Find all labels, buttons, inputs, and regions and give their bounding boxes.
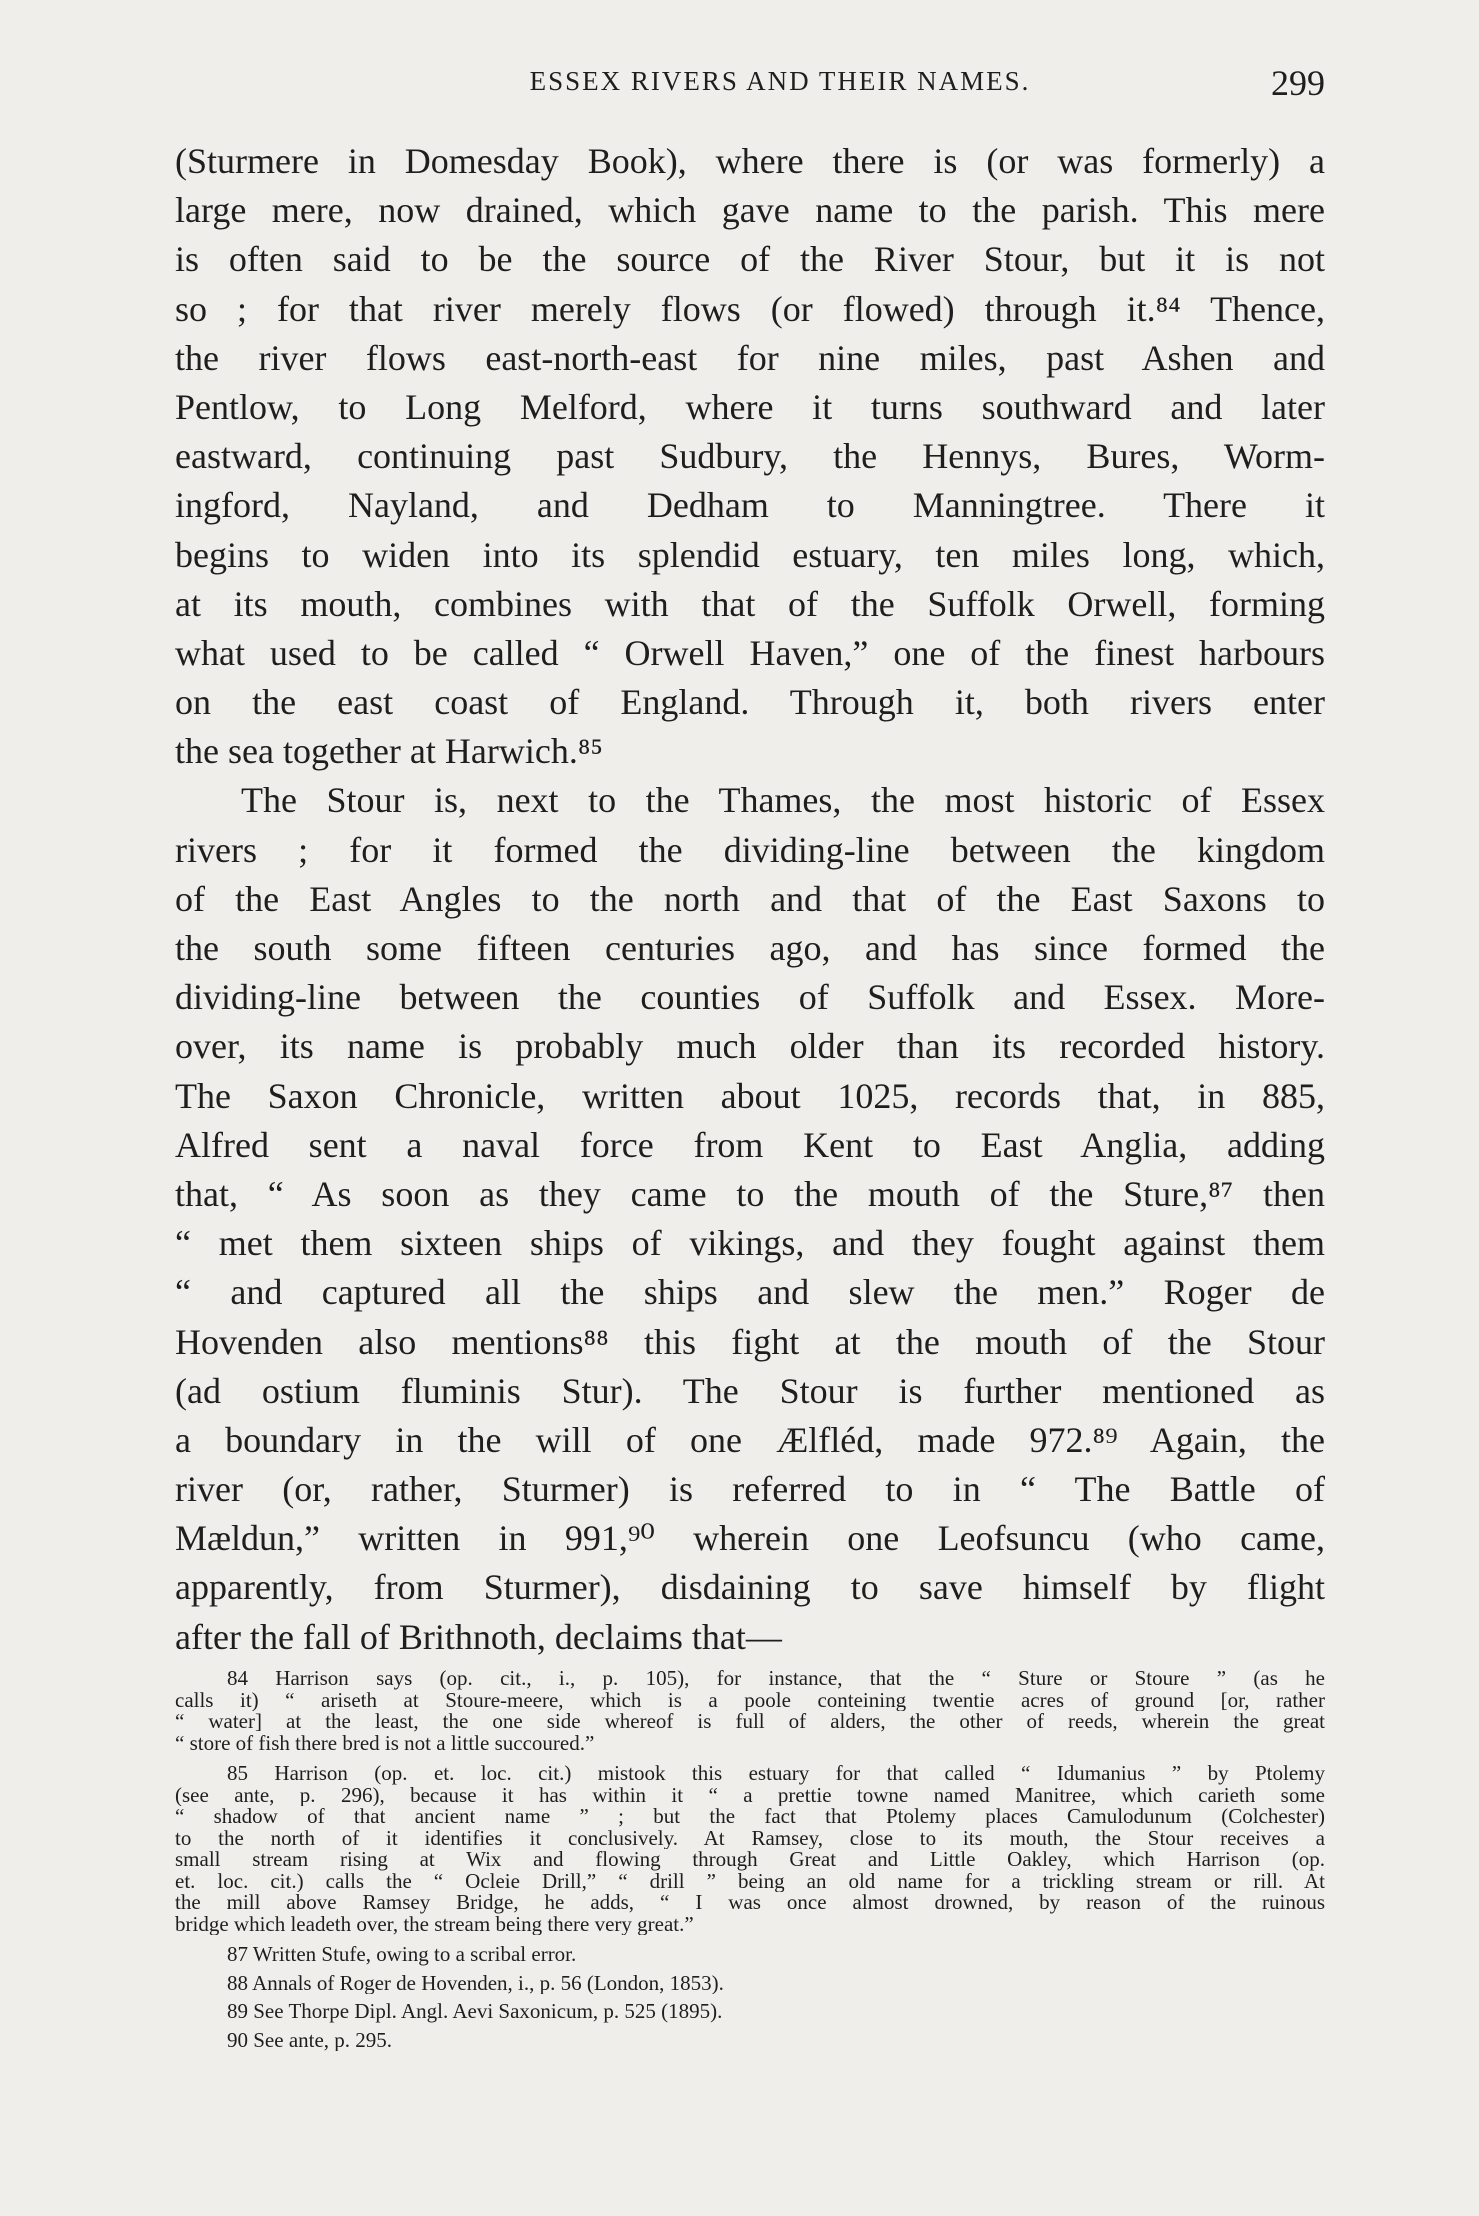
footnote-line: “ shadow of that ancient name ” ; but the fact that Ptolemy places Camulodunum (Colchester) (175, 1806, 1325, 1828)
text-line: a boundary in the will of one Ælfléd, made 972.⁸⁹ Again, the (175, 1419, 1325, 1460)
footnote-line: (see ante, p. 296), because it has within it “ a prettie towne named Manitree, which carieth some (175, 1784, 1325, 1806)
text-line: what used to be called “ Orwell Haven,” one of the finest harbours (175, 632, 1325, 673)
text-line: large mere, now drained, which gave name to the parish. This mere (175, 190, 1325, 231)
text-line: (Sturmere in Domesday Book), where there is (or was formerly) a (175, 141, 1325, 181)
text-line: the sea together at Harwich.⁸⁵ (175, 731, 603, 772)
text-line: The Saxon Chronicle, written about 1025, records that, in 885, (175, 1075, 1325, 1116)
text-line: (ad ostium fluminis Stur). The Stour is further mentioned as (175, 1370, 1325, 1411)
text-line: of the East Angles to the north and that of the East Saxons to (175, 878, 1325, 919)
text-line: apparently, from Sturmer), disdaining to save himself by flight (175, 1567, 1325, 1608)
footnote-line: small stream rising at Wix and flowing through Great and Little Oakley, which Harrison (op. (175, 1849, 1325, 1871)
text-line: that, “ As soon as they came to the mouth of the Sture,⁸⁷ then (175, 1173, 1325, 1214)
text-line: the river flows east-north-east for nine miles, past Ashen and (175, 337, 1325, 378)
text-line: begins to widen into its splendid estuary, ten miles long, which, (175, 534, 1325, 575)
text-line: “ met them sixteen ships of vikings, and they fought against them (175, 1223, 1325, 1264)
text-line: over, its name is probably much older than its recorded history. (175, 1026, 1325, 1067)
text-line: ingford, Nayland, and Dedham to Manningtree. There it (175, 485, 1325, 526)
footnote-line: et. loc. cit.) calls the “ Ocleie Drill,” “ drill ” being an old name for a trickling stream or rill. At (175, 1870, 1325, 1892)
text-line: at its mouth, combines with that of the Suffolk Orwell, forming (175, 583, 1325, 624)
footnote-84 (175, 1668, 1325, 1754)
text-line: Hovenden also mentions⁸⁸ this fight at the mouth of the Stour (175, 1321, 1325, 1362)
text-line: the south some fifteen centuries ago, and has since formed the (175, 928, 1325, 968)
footnote-line: “ water] at the least, the one side whereof is full of alders, the other of reeds, wherein the great (175, 1711, 1325, 1733)
footnote-line: the mill above Ramsey Bridge, he adds, “ I was once almost drowned, by reason of the ruinous (175, 1892, 1325, 1914)
main-text (175, 137, 1325, 1662)
footnote-line: to the north of it identifies it conclusively. At Ramsey, close to its mouth, the Stour receives a (175, 1827, 1325, 1849)
text-line: Pentlow, to Long Melford, where it turns southward and later (175, 386, 1325, 427)
page-number: 299 (1271, 63, 1325, 103)
footnote-88: 88 Annals of Roger de Hovenden, i., p. 56 (London, 1853). (227, 1972, 724, 1994)
footnote-line: “ store of fish there bred is not a little succoured.” (175, 1732, 595, 1754)
text-line: eastward, continuing past Sudbury, the Hennys, Bures, Worm- (175, 436, 1325, 477)
footnote-line: bridge which leadeth over, the stream being there very great.” (175, 1913, 694, 1935)
footnotes (175, 1668, 1325, 2051)
footnote-line: 85 Harrison (op. et. loc. cit.) mistook this estuary for that called “ Idumanius ” by Ptolemy (227, 1763, 1325, 1785)
page-header (175, 62, 1325, 110)
text-line: Alfred sent a naval force from Kent to East Anglia, adding (175, 1124, 1325, 1165)
text-line: is often said to be the source of the River Stour, but it is not (175, 239, 1325, 280)
footnote-line: 84 Harrison says (op. cit., i., p. 105), for instance, that the “ Sture or Stoure ” (as he (227, 1668, 1325, 1690)
text-line: on the east coast of England. Through it, both rivers enter (175, 682, 1325, 723)
text-line: so ; for that river merely flows (or flowed) through it.⁸⁴ Thence, (175, 288, 1325, 329)
footnote-89: 89 See Thorpe Dipl. Angl. Aevi Saxonicum, p. 525 (1895). (227, 2001, 723, 2023)
text-line: Mældun,” written in 991,⁹⁰ wherein one Leofsuncu (who came, (175, 1518, 1325, 1559)
text-line: The Stour is, next to the Thames, the most historic of Essex (241, 780, 1325, 821)
footnote-87: 87 Written Stufe, owing to a scribal error. (227, 1944, 577, 1966)
text-line: rivers ; for it formed the dividing-line between the kingdom (175, 829, 1325, 870)
footnote-90: 90 See ante, p. 295. (227, 2029, 393, 2051)
text-line: dividing-line between the counties of Suffolk and Essex. More- (175, 977, 1325, 1018)
footnote-line: calls it) “ ariseth at Stoure-meere, which is a poole conteining twentie acres of ground [or, rather (175, 1689, 1325, 1711)
footnote-85 (175, 1763, 1325, 1935)
running-title: ESSEX RIVERS AND THEIR NAMES. (529, 66, 1031, 96)
text-line: after the fall of Brithnoth, declaims that— (175, 1616, 782, 1657)
text-line: river (or, rather, Sturmer) is referred to in “ The Battle of (175, 1469, 1325, 1510)
text-line: “ and captured all the ships and slew the men.” Roger de (175, 1272, 1325, 1313)
